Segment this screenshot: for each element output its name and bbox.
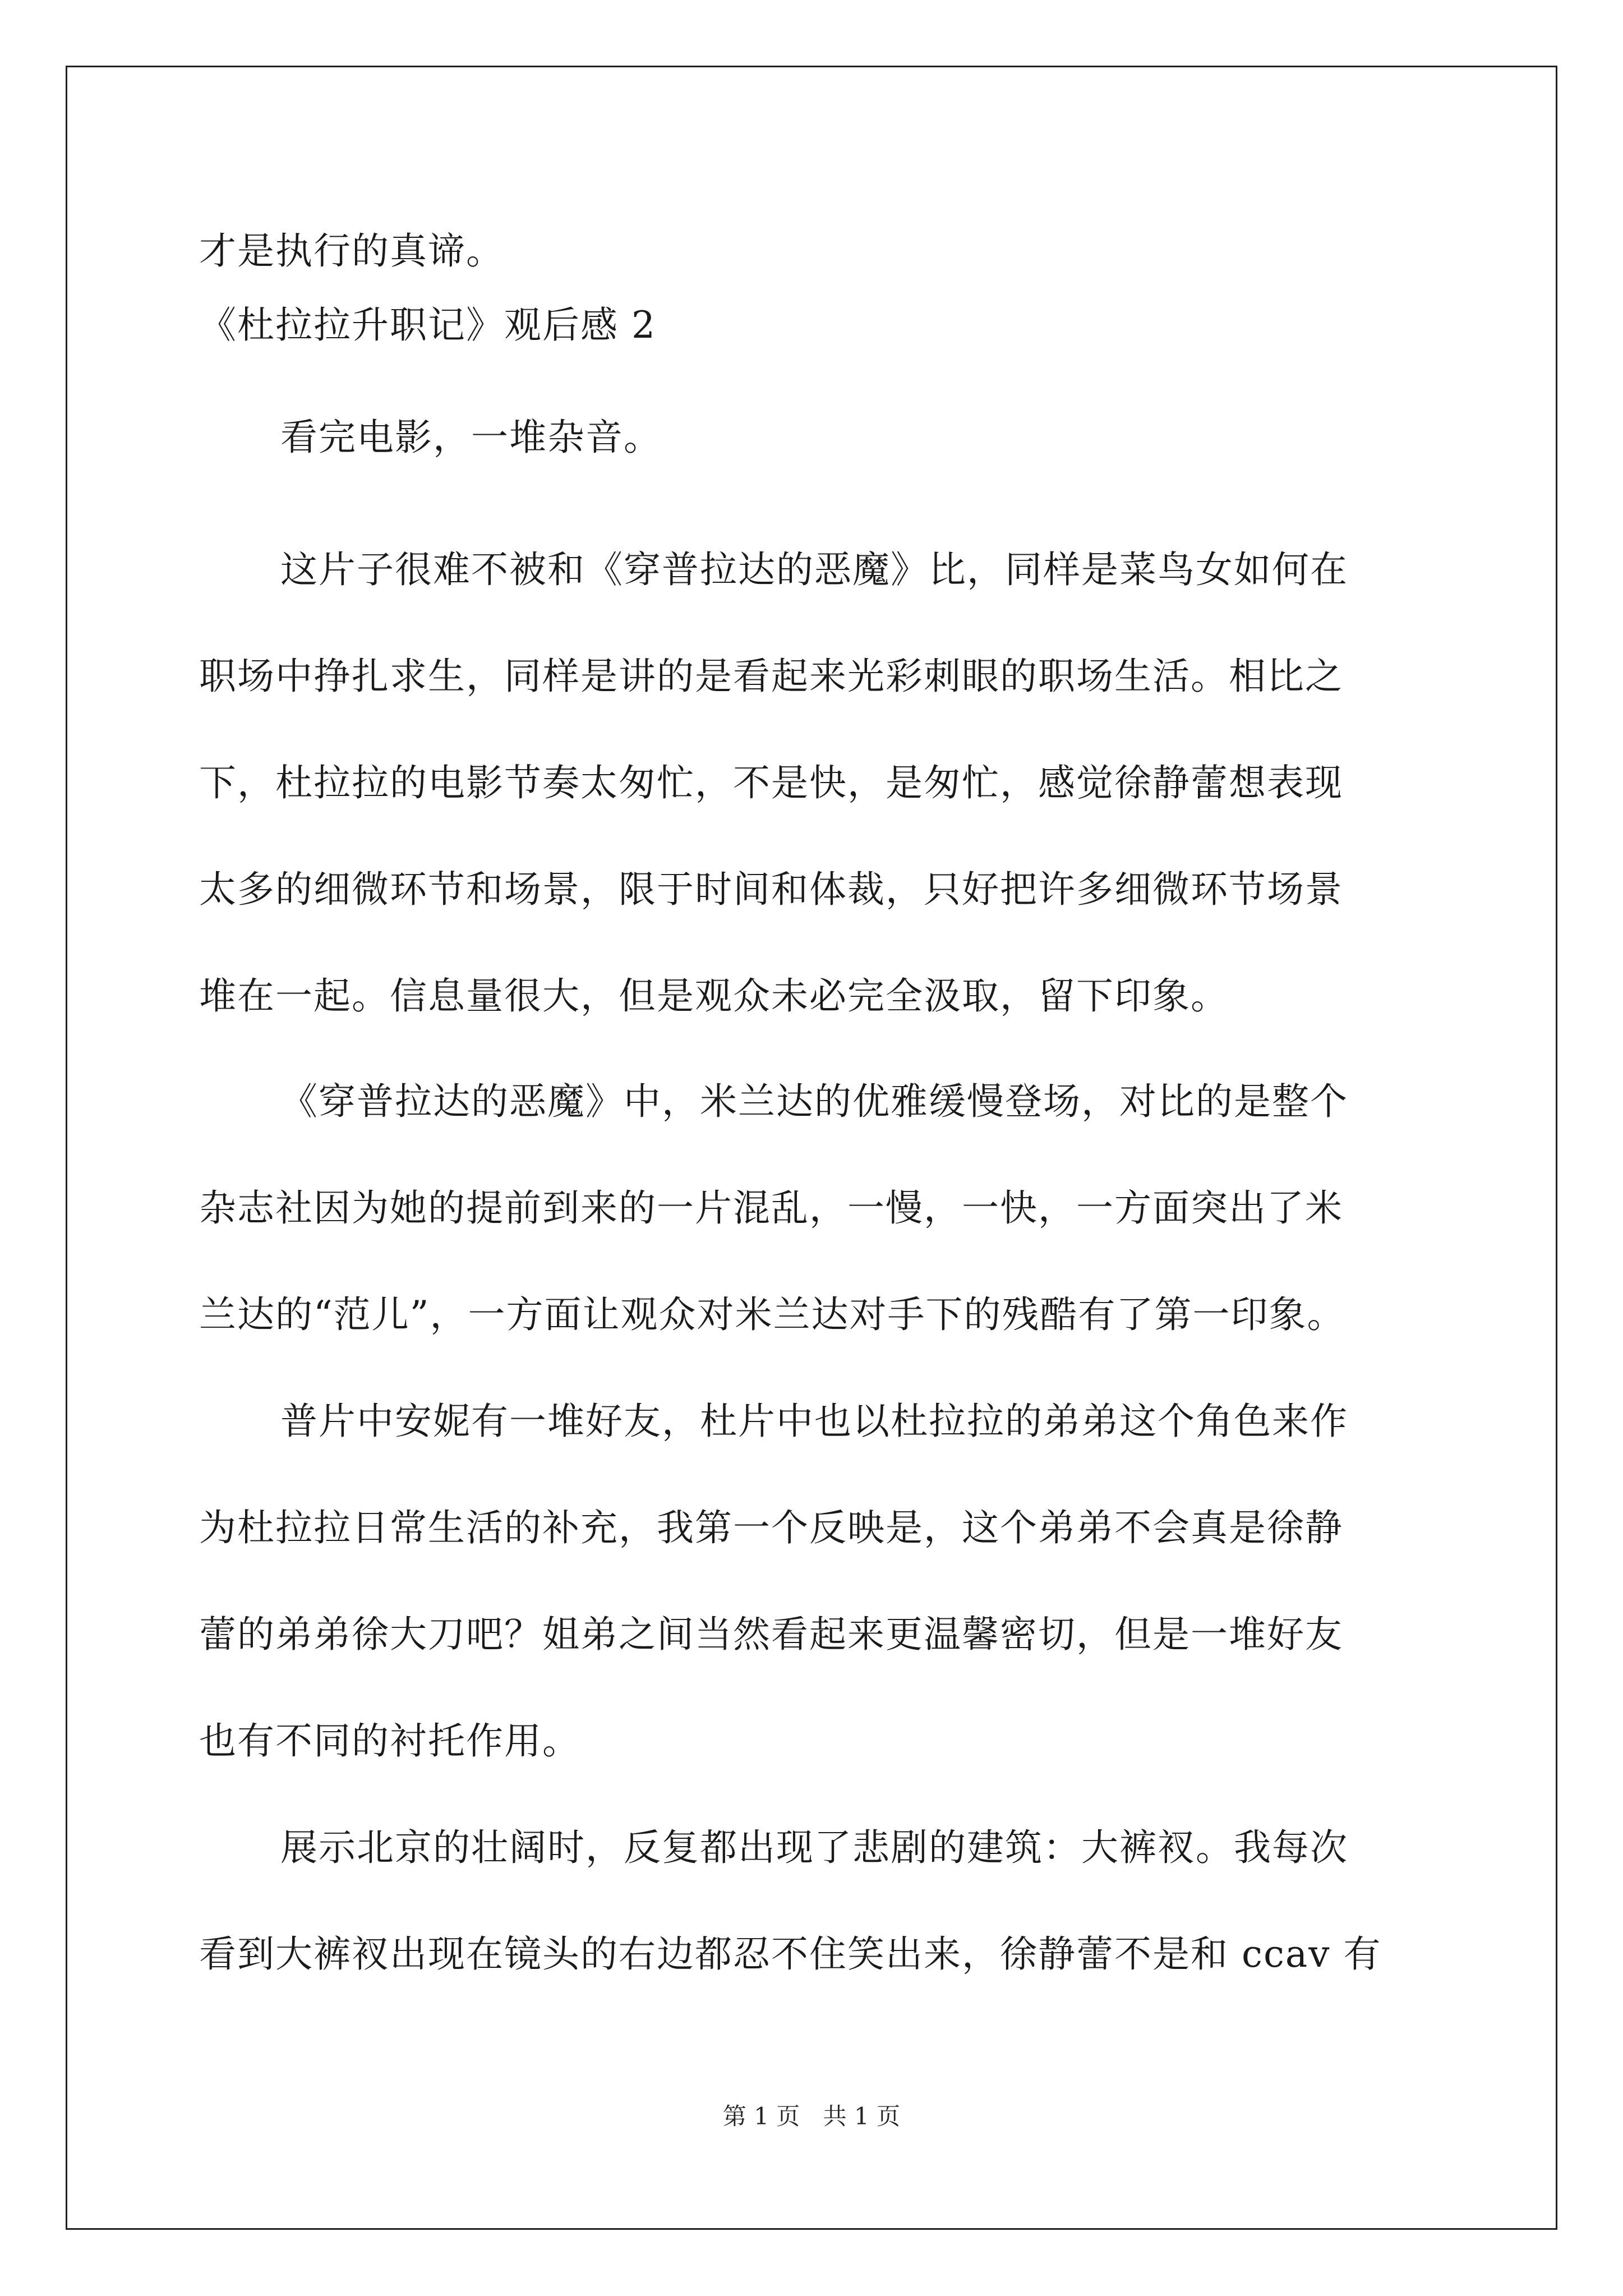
text-line: 普片中安妮有一堆好友，杜片中也以杜拉拉的弟弟这个角色来作 (280, 1400, 1348, 1443)
text-line: 蕾的弟弟徐大刀吧？姐弟之间当然看起来更温馨密切，但是一堆好友 (199, 1613, 1343, 1656)
text-line: 太多的细微环节和场景，限于时间和体裁，只好把许多细微环节场景 (199, 868, 1343, 911)
text-line: 才是执行的真谛。 (199, 229, 504, 273)
text-line: 看到大裤衩出现在镜头的右边都忍不住笑出来，徐静蕾不是和 ccav 有 (199, 1932, 1382, 1976)
text-line: 《穿普拉达的恶魔》中，米兰达的优雅缓慢登场，对比的是整个 (280, 1080, 1348, 1123)
text-line: 兰达的“范儿”，一方面让观众对米兰达对手下的残酷有了第一印象。 (199, 1293, 1345, 1336)
page-total: 共 1 页 (823, 2102, 901, 2130)
text-line: 堆在一起。信息量很大，但是观众未必完全汲取，留下印象。 (199, 974, 1229, 1018)
page-border (66, 66, 1557, 2230)
text-line: 下，杜拉拉的电影节奏太匆忙，不是快，是匆忙，感觉徐静蕾想表现 (199, 761, 1343, 804)
section-title: 《杜拉拉升职记》观后感 2 (199, 303, 656, 347)
text-line: 展示北京的壮阔时，反复都出现了悲剧的建筑：大裤衩。我每次 (280, 1826, 1348, 1869)
text-line: 这片子很难不被和《穿普拉达的恶魔》比，同样是菜鸟女如何在 (280, 548, 1348, 591)
text-line: 也有不同的衬托作用。 (199, 1719, 580, 1763)
page-number: 第 1 页 (722, 2102, 800, 2130)
text-line: 看完电影，一堆杂音。 (280, 416, 662, 459)
text-line: 杂志社因为她的提前到来的一片混乱，一慢，一快，一方面突出了米 (199, 1186, 1343, 1230)
text-line: 职场中挣扎求生，同样是讲的是看起来光彩刺眼的职场生活。相比之 (199, 655, 1343, 698)
text-line: 为杜拉拉日常生活的补充，我第一个反映是，这个弟弟不会真是徐静 (199, 1506, 1343, 1549)
page-footer (0, 2102, 1623, 2131)
